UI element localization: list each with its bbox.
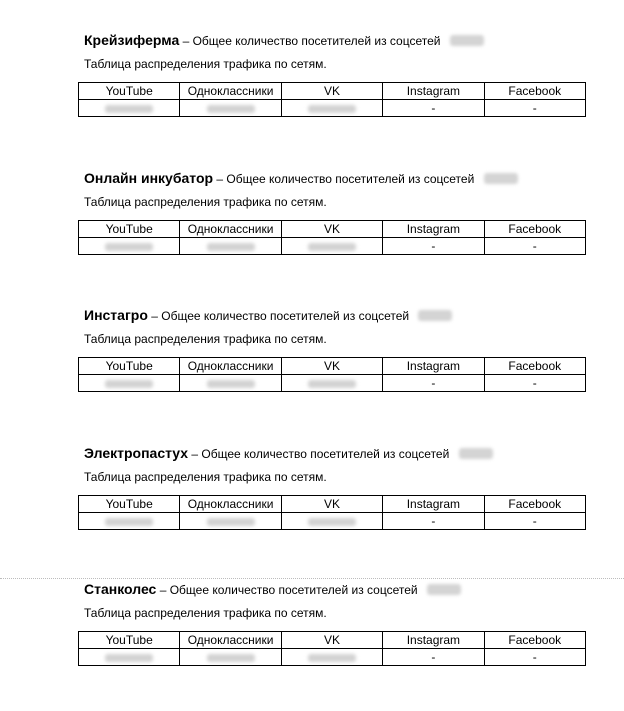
company-name: Инстагро — [84, 307, 148, 323]
youtube-value — [79, 375, 180, 392]
header-row — [79, 632, 586, 649]
blurred-value — [308, 243, 356, 251]
odnoklassniki-value — [180, 375, 281, 392]
col-youtube: YouTube — [79, 221, 180, 238]
table-caption: Таблица распределения трафика по сетям. — [84, 195, 327, 209]
youtube-value — [79, 649, 180, 666]
col-facebook: Facebook — [484, 632, 585, 649]
header-row — [79, 358, 586, 375]
value-row — [79, 649, 586, 666]
blurred-total — [418, 310, 452, 321]
table-caption: Таблица распределения трафика по сетям. — [84, 606, 327, 620]
page-break-divider — [0, 578, 624, 579]
blurred-total — [484, 173, 518, 184]
blurred-total — [459, 448, 493, 459]
blurred-value — [105, 105, 153, 113]
instagram-value: - — [383, 100, 484, 117]
header-row — [79, 221, 586, 238]
col-vk: VK — [281, 632, 382, 649]
col-youtube: YouTube — [79, 632, 180, 649]
blurred-value — [207, 105, 255, 113]
blurred-total — [450, 35, 484, 46]
table-caption: Таблица распределения трафика по сетям. — [84, 470, 327, 484]
col-vk: VK — [281, 358, 382, 375]
blurred-value — [207, 380, 255, 388]
table-caption: Таблица распределения трафика по сетям. — [84, 57, 327, 71]
facebook-value: - — [484, 100, 585, 117]
col-odnoklassniki: Одноклассники — [180, 221, 281, 238]
col-vk: VK — [281, 221, 382, 238]
blurred-value — [207, 654, 255, 662]
youtube-value — [79, 100, 180, 117]
value-row — [79, 375, 586, 392]
col-youtube: YouTube — [79, 358, 180, 375]
odnoklassniki-value — [180, 513, 281, 530]
col-instagram: Instagram — [383, 632, 484, 649]
col-odnoklassniki: Одноклассники — [180, 632, 281, 649]
blurred-value — [308, 518, 356, 526]
blurred-value — [105, 380, 153, 388]
col-vk: VK — [281, 83, 382, 100]
value-row — [79, 100, 586, 117]
value-row — [79, 238, 586, 255]
heading-subtitle: – Общее количество посетителей из соцсетей — [151, 309, 410, 323]
header-row — [79, 83, 586, 100]
vk-value — [281, 513, 382, 530]
blurred-value — [105, 654, 153, 662]
col-instagram: Instagram — [383, 83, 484, 100]
col-odnoklassniki: Одноклассники — [180, 358, 281, 375]
odnoklassniki-value — [180, 238, 281, 255]
blurred-value — [105, 518, 153, 526]
instagram-value: - — [383, 375, 484, 392]
col-youtube: YouTube — [79, 83, 180, 100]
company-name: Крейзиферма — [84, 32, 180, 48]
blurred-value — [105, 243, 153, 251]
header-row — [79, 496, 586, 513]
section-heading — [84, 581, 461, 598]
col-youtube: YouTube — [79, 496, 180, 513]
vk-value — [281, 238, 382, 255]
facebook-value: - — [484, 649, 585, 666]
vk-value — [281, 100, 382, 117]
traffic-table — [78, 220, 586, 255]
company-name: Электропастух — [84, 445, 189, 461]
table-caption: Таблица распределения трафика по сетям. — [84, 332, 327, 346]
traffic-table — [78, 357, 586, 392]
col-vk: VK — [281, 496, 382, 513]
heading-subtitle: – Общее количество посетителей из соцсетей — [191, 447, 450, 461]
youtube-value — [79, 513, 180, 530]
section-heading — [84, 307, 452, 324]
col-odnoklassniki: Одноклассники — [180, 83, 281, 100]
blurred-value — [308, 380, 356, 388]
vk-value — [281, 375, 382, 392]
company-name: Станколес — [84, 581, 157, 597]
instagram-value: - — [383, 238, 484, 255]
facebook-value: - — [484, 238, 585, 255]
youtube-value — [79, 238, 180, 255]
value-row — [79, 513, 586, 530]
facebook-value: - — [484, 513, 585, 530]
heading-subtitle: – Общее количество посетителей из соцсетей — [159, 583, 418, 597]
odnoklassniki-value — [180, 100, 281, 117]
blurred-value — [207, 518, 255, 526]
traffic-table — [78, 82, 586, 117]
section-heading — [84, 32, 484, 49]
col-instagram: Instagram — [383, 496, 484, 513]
instagram-value: - — [383, 649, 484, 666]
traffic-table — [78, 631, 586, 666]
section-heading — [84, 170, 518, 187]
col-facebook: Facebook — [484, 221, 585, 238]
instagram-value: - — [383, 513, 484, 530]
col-instagram: Instagram — [383, 221, 484, 238]
col-facebook: Facebook — [484, 358, 585, 375]
col-facebook: Facebook — [484, 83, 585, 100]
blurred-total — [427, 584, 461, 595]
blurred-value — [308, 654, 356, 662]
col-facebook: Facebook — [484, 496, 585, 513]
section-heading — [84, 445, 493, 462]
odnoklassniki-value — [180, 649, 281, 666]
blurred-value — [207, 243, 255, 251]
heading-subtitle: – Общее количество посетителей из соцсетей — [182, 34, 441, 48]
blurred-value — [308, 105, 356, 113]
col-odnoklassniki: Одноклассники — [180, 496, 281, 513]
facebook-value: - — [484, 375, 585, 392]
heading-subtitle: – Общее количество посетителей из соцсетей — [216, 172, 475, 186]
traffic-table — [78, 495, 586, 530]
vk-value — [281, 649, 382, 666]
company-name: Онлайн инкубатор — [84, 170, 214, 186]
col-instagram: Instagram — [383, 358, 484, 375]
